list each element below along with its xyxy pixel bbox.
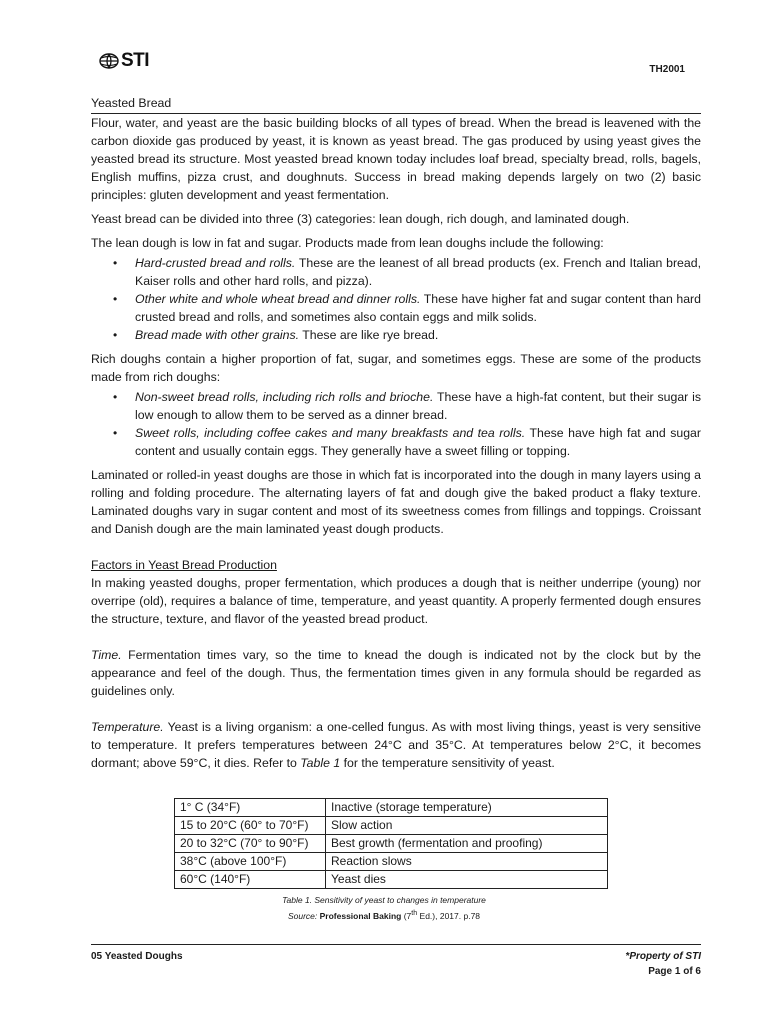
sti-logo — [98, 50, 149, 72]
footer-divider — [91, 944, 701, 945]
list-item — [91, 254, 701, 290]
rich-dough-list — [91, 388, 701, 460]
footer-module-title: 05 Yeasted Doughs — [91, 951, 183, 962]
list-item-term: Bread made with other grains. — [135, 328, 300, 342]
list-item — [91, 424, 701, 460]
table-row — [175, 835, 608, 853]
list-item-text: These are the leanest of all bread products (ex. French and Italian bread, Kaiser rolls and other hard rolls, and pizza). — [135, 256, 701, 288]
list-item-term: Hard-crusted bread and rolls. — [135, 256, 296, 270]
lean-intro-a: The — [91, 236, 116, 250]
paragraph-lean-intro — [91, 234, 701, 252]
globe-icon — [98, 52, 120, 70]
lean-intro-term: lean dough — [115, 236, 177, 250]
paragraph-time — [91, 646, 701, 700]
paragraph-laminated — [91, 466, 701, 538]
table-row — [175, 871, 608, 889]
paragraph-rich-intro — [91, 350, 701, 386]
list-item-text: These are like rye bread. — [299, 328, 439, 342]
section-title-factors: Factors in Yeast Bread Production — [91, 558, 277, 572]
table-cell: Inactive (storage temperature) — [326, 799, 608, 817]
table-cell: Slow action — [326, 817, 608, 835]
list-item-term: Non-sweet bread rolls, including rich rolls and brioche. — [135, 390, 434, 404]
temperature-term: Temperature. — [91, 720, 164, 734]
footer-page-number: Page 1 of 6 — [648, 966, 701, 977]
main-content — [91, 94, 701, 772]
laminated-term: Laminated or rolled-in yeast doughs — [91, 468, 288, 482]
document-code: TH2001 — [649, 64, 685, 75]
source-edition-sup: th — [411, 909, 418, 917]
table-cell: 1° C (34°F) — [175, 799, 326, 817]
paragraph-categories: Yeast bread can be divided into three (3) categories: lean dough, rich dough, and laminated dough. — [91, 212, 630, 226]
table-caption: Table 1. Sensitivity of yeast to changes in temperature — [282, 895, 486, 905]
table-reference-link: Table 1 — [300, 756, 341, 770]
paragraph-factors: In making yeasted doughs, proper fermentation, which produces a dough that is neither underripe (young) nor overripe (old), requires a balance of time, temperature, and yeast quantity. A properly fermented dough ensures the structure, texture, and flavor of the yeasted bread product. — [91, 576, 701, 626]
table-cell: 20 to 32°C (70° to 90°F) — [175, 835, 326, 853]
time-text: Fermentation times vary, so the time to knead the dough is indicated not by the clock but by the appearance and feel of the dough. Thus, the fermentation times given in any formula should be regarded as guidelines only. — [91, 648, 701, 698]
logo-text: STI — [121, 50, 150, 71]
list-item-text: These have a high-fat content, but their sugar is low enough to allow them to be served as a dinner bread. — [135, 390, 701, 422]
list-item-term: Sweet rolls, including coffee cakes and many breakfasts and tea rolls. — [135, 426, 526, 440]
rich-intro-term: Rich doughs — [91, 352, 161, 366]
footer-property: *Property of STI — [625, 951, 701, 962]
yeast-temperature-table — [174, 798, 608, 889]
table-row — [175, 853, 608, 871]
source-label: Source: — [287, 910, 320, 921]
table-row — [175, 817, 608, 835]
table-cell: Best growth (fermentation and proofing) — [326, 835, 608, 853]
paragraph-temperature — [91, 718, 701, 772]
section-title-yeasted-bread: Yeasted Bread — [91, 94, 701, 114]
laminated-text: are those in which fat is incorporated into the dough in many layers using a rolling and folding procedure. The alternating layers of fat and dough give the baked product a flaky texture. Laminated doughs vary in sugar content and most of its sweetness comes from fillings and toppings. Croissant and Danish dough are the main laminated yeast dough products. — [91, 468, 701, 536]
temperature-text-b: for the temperature sensitivity of yeast. — [340, 756, 555, 770]
temperature-text-a: Yeast is a living organism: a one-celled fungus. As with most living things, yeast is very sensitive to temperature. It prefers temperatures between 24°C and 35°C. At temperatures below 2°C, it becomes dormant; above 59°C, it dies. Refer to — [91, 720, 701, 770]
table-row — [175, 799, 608, 817]
source-edition-b: Ed.), 2017. p.78 — [417, 910, 481, 921]
list-item — [91, 290, 701, 326]
lean-dough-list — [91, 254, 701, 344]
time-term: Time. — [91, 648, 122, 662]
source-book: Professional Baking — [319, 910, 402, 921]
paragraph-intro: Flour, water, and yeast are the basic building blocks of all types of bread. When the bread is leavened with the carbon dioxide gas produced by yeast, it is known as yeast bread. The gas produced by using yeast gives the yeasted bread its structure. Most yeasted bread known today includes loaf bread, specialty bread, rolls, bagels, English muffins, pizza crust, and doughnuts. Success in bread making depends largely on two (2) basic principles: gluten development and yeast fermentation. — [91, 116, 701, 202]
table-cell: 15 to 20°C (60° to 70°F) — [175, 817, 326, 835]
lean-intro-b: is low in fat and sugar. Products made from lean doughs include the following: — [176, 236, 604, 250]
list-item-term: Other white and whole wheat bread and dinner rolls. — [135, 292, 421, 306]
table-cell: 38°C (above 100°F) — [175, 853, 326, 871]
list-item-text: These have higher fat and sugar content than hard crusted bread and rolls, and sometimes also contain eggs and milk solids. — [135, 292, 701, 324]
table-cell: Reaction slows — [326, 853, 608, 871]
list-item-text: These have high fat and sugar content and usually contain eggs. They generally have a sweet filling or topping. — [135, 426, 701, 458]
source-edition-a: (7 — [401, 910, 412, 921]
list-item — [91, 326, 701, 344]
table-cell: 60°C (140°F) — [175, 871, 326, 889]
table-source — [0, 909, 768, 921]
rich-intro-b: contain a higher proportion of fat, sugar, and sometimes eggs. These are some of the products made from rich doughs: — [91, 352, 701, 384]
table-cell: Yeast dies — [326, 871, 608, 889]
list-item — [91, 388, 701, 424]
